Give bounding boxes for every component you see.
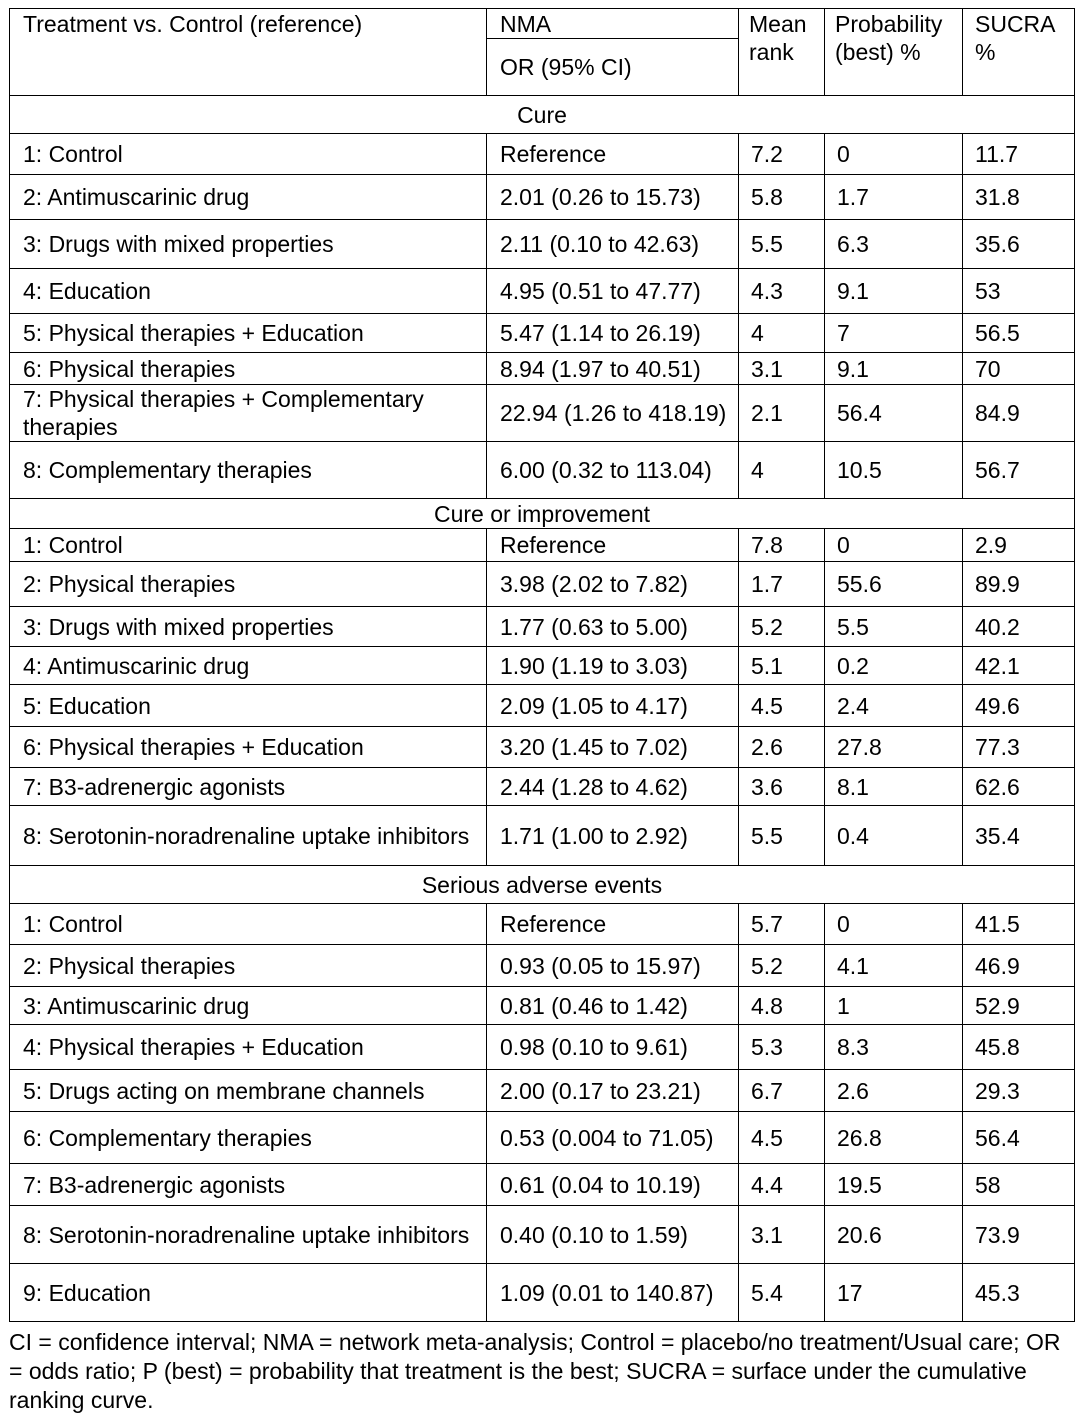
table-row xyxy=(10,806,1075,866)
sucra-cell: 56.5 xyxy=(963,314,1075,353)
or-ci-cell: 2.09 (1.05 to 4.17) xyxy=(487,685,739,727)
sucra-cell: 35.6 xyxy=(963,220,1075,269)
header-probability-best: Probability (best) % xyxy=(825,9,963,96)
table-row xyxy=(10,1264,1075,1322)
or-ci-cell: 1.09 (0.01 to 140.87) xyxy=(487,1264,739,1322)
table-row xyxy=(10,768,1075,806)
treatment-cell: 2: Physical therapies xyxy=(10,945,487,987)
sucra-cell: 56.4 xyxy=(963,1112,1075,1164)
probability-best-cell: 2.6 xyxy=(825,1070,963,1112)
sucra-cell: 40.2 xyxy=(963,607,1075,647)
treatment-cell: 7: B3-adrenergic agonists xyxy=(10,1164,487,1206)
treatment-cell: 4: Education xyxy=(10,269,487,314)
sucra-cell: 52.9 xyxy=(963,987,1075,1025)
mean-rank-cell: 5.1 xyxy=(739,647,825,685)
treatment-cell: 1: Control xyxy=(10,529,487,562)
probability-best-cell: 4.1 xyxy=(825,945,963,987)
probability-best-cell: 55.6 xyxy=(825,562,963,607)
table-row xyxy=(10,987,1075,1025)
probability-best-cell: 6.3 xyxy=(825,220,963,269)
sucra-cell: 53 xyxy=(963,269,1075,314)
header-sucra: SUCRA % xyxy=(963,9,1075,96)
table-row xyxy=(10,385,1075,442)
or-ci-cell: 8.94 (1.97 to 40.51) xyxy=(487,353,739,385)
mean-rank-cell: 5.3 xyxy=(739,1025,825,1070)
mean-rank-cell: 4.5 xyxy=(739,1112,825,1164)
mean-rank-cell: 4 xyxy=(739,442,825,499)
sucra-cell: 45.3 xyxy=(963,1264,1075,1322)
treatment-cell: 7: B3-adrenergic agonists xyxy=(10,768,487,806)
or-ci-cell: 2.01 (0.26 to 15.73) xyxy=(487,175,739,220)
probability-best-cell: 0.2 xyxy=(825,647,963,685)
or-ci-cell: 0.53 (0.004 to 71.05) xyxy=(487,1112,739,1164)
mean-rank-cell: 5.5 xyxy=(739,220,825,269)
table-row xyxy=(10,314,1075,353)
table-row xyxy=(10,562,1075,607)
table-row xyxy=(10,647,1075,685)
mean-rank-cell: 5.8 xyxy=(739,175,825,220)
table-row xyxy=(10,904,1075,945)
sucra-cell: 2.9 xyxy=(963,529,1075,562)
probability-best-cell: 8.1 xyxy=(825,768,963,806)
table-row xyxy=(10,727,1075,768)
treatment-cell: 9: Education xyxy=(10,1264,487,1322)
section-row xyxy=(10,96,1075,134)
treatment-cell: 1: Control xyxy=(10,904,487,945)
table-row xyxy=(10,1112,1075,1164)
probability-best-cell: 0 xyxy=(825,134,963,175)
treatment-cell: 6: Physical therapies + Education xyxy=(10,727,487,768)
mean-rank-cell: 7.8 xyxy=(739,529,825,562)
or-ci-cell: 2.44 (1.28 to 4.62) xyxy=(487,768,739,806)
or-ci-cell: 2.11 (0.10 to 42.63) xyxy=(487,220,739,269)
or-ci-cell: 2.00 (0.17 to 23.21) xyxy=(487,1070,739,1112)
or-ci-cell: 0.98 (0.10 to 9.61) xyxy=(487,1025,739,1070)
sucra-cell: 45.8 xyxy=(963,1025,1075,1070)
sucra-cell: 70 xyxy=(963,353,1075,385)
treatment-cell: 1: Control xyxy=(10,134,487,175)
table-row xyxy=(10,220,1075,269)
or-ci-cell: 3.98 (2.02 to 7.82) xyxy=(487,562,739,607)
or-ci-cell: 1.71 (1.00 to 2.92) xyxy=(487,806,739,866)
treatment-cell: 8: Serotonin-noradrenaline uptake inhibitors xyxy=(10,806,487,866)
or-ci-cell: 0.61 (0.04 to 10.19) xyxy=(487,1164,739,1206)
table-row xyxy=(10,607,1075,647)
or-ci-cell: 1.90 (1.19 to 3.03) xyxy=(487,647,739,685)
sucra-cell: 35.4 xyxy=(963,806,1075,866)
probability-best-cell: 0.4 xyxy=(825,806,963,866)
table-row xyxy=(10,175,1075,220)
section-title: Cure or improvement xyxy=(10,499,1075,529)
treatment-cell: 8: Complementary therapies xyxy=(10,442,487,499)
mean-rank-cell: 5.2 xyxy=(739,945,825,987)
treatment-cell: 4: Physical therapies + Education xyxy=(10,1025,487,1070)
sucra-cell: 58 xyxy=(963,1164,1075,1206)
probability-best-cell: 7 xyxy=(825,314,963,353)
sucra-cell: 56.7 xyxy=(963,442,1075,499)
mean-rank-cell: 3.1 xyxy=(739,1206,825,1264)
table-row xyxy=(10,529,1075,562)
mean-rank-cell: 4.4 xyxy=(739,1164,825,1206)
header-nma: NMA xyxy=(487,9,739,39)
header-treatment: Treatment vs. Control (reference) xyxy=(10,9,487,96)
mean-rank-cell: 2.6 xyxy=(739,727,825,768)
table-row xyxy=(10,1206,1075,1264)
probability-best-cell: 1.7 xyxy=(825,175,963,220)
mean-rank-cell: 4.5 xyxy=(739,685,825,727)
probability-best-cell: 17 xyxy=(825,1264,963,1322)
mean-rank-cell: 4.3 xyxy=(739,269,825,314)
or-ci-cell: 5.47 (1.14 to 26.19) xyxy=(487,314,739,353)
treatment-cell: 7: Physical therapies + Complementary therapies xyxy=(10,385,487,442)
probability-best-cell: 9.1 xyxy=(825,353,963,385)
treatment-cell: 2: Antimuscarinic drug xyxy=(10,175,487,220)
or-ci-cell: Reference xyxy=(487,134,739,175)
mean-rank-cell: 6.7 xyxy=(739,1070,825,1112)
or-ci-cell: 4.95 (0.51 to 47.77) xyxy=(487,269,739,314)
or-ci-cell: 22.94 (1.26 to 418.19) xyxy=(487,385,739,442)
probability-best-cell: 19.5 xyxy=(825,1164,963,1206)
treatment-cell: 3: Antimuscarinic drug xyxy=(10,987,487,1025)
or-ci-cell: Reference xyxy=(487,529,739,562)
results-table xyxy=(9,8,1075,1322)
probability-best-cell: 20.6 xyxy=(825,1206,963,1264)
probability-best-cell: 10.5 xyxy=(825,442,963,499)
probability-best-cell: 27.8 xyxy=(825,727,963,768)
treatment-cell: 6: Physical therapies xyxy=(10,353,487,385)
header-mean-rank: Mean rank xyxy=(739,9,825,96)
footnote: CI = confidence interval; NMA = network meta-analysis; Control = placebo/no treatment/Usual care; OR = odds ratio; P (best) = probability that treatment is the best; SUCRA = surface under the cumulative ranking curve. xyxy=(9,1329,1061,1413)
probability-best-cell: 9.1 xyxy=(825,269,963,314)
mean-rank-cell: 4.8 xyxy=(739,987,825,1025)
or-ci-cell: 0.40 (0.10 to 1.59) xyxy=(487,1206,739,1264)
sucra-cell: 29.3 xyxy=(963,1070,1075,1112)
probability-best-cell: 1 xyxy=(825,987,963,1025)
mean-rank-cell: 5.5 xyxy=(739,806,825,866)
sucra-cell: 84.9 xyxy=(963,385,1075,442)
treatment-cell: 6: Complementary therapies xyxy=(10,1112,487,1164)
probability-best-cell: 0 xyxy=(825,529,963,562)
or-ci-cell: 6.00 (0.32 to 113.04) xyxy=(487,442,739,499)
sucra-cell: 46.9 xyxy=(963,945,1075,987)
or-ci-cell: Reference xyxy=(487,904,739,945)
or-ci-cell: 1.77 (0.63 to 5.00) xyxy=(487,607,739,647)
sucra-cell: 73.9 xyxy=(963,1206,1075,1264)
table-row xyxy=(10,134,1075,175)
or-ci-cell: 0.93 (0.05 to 15.97) xyxy=(487,945,739,987)
table-row xyxy=(10,945,1075,987)
probability-best-cell: 56.4 xyxy=(825,385,963,442)
mean-rank-cell: 5.4 xyxy=(739,1264,825,1322)
mean-rank-cell: 5.2 xyxy=(739,607,825,647)
table-row xyxy=(10,269,1075,314)
probability-best-cell: 8.3 xyxy=(825,1025,963,1070)
section-row xyxy=(10,499,1075,529)
treatment-cell: 5: Physical therapies + Education xyxy=(10,314,487,353)
mean-rank-cell: 7.2 xyxy=(739,134,825,175)
table-row xyxy=(10,1070,1075,1112)
table-row xyxy=(10,442,1075,499)
treatment-cell: 8: Serotonin-noradrenaline uptake inhibitors xyxy=(10,1206,487,1264)
treatment-cell: 3: Drugs with mixed properties xyxy=(10,607,487,647)
probability-best-cell: 26.8 xyxy=(825,1112,963,1164)
section-title: Cure xyxy=(10,96,1075,134)
or-ci-cell: 0.81 (0.46 to 1.42) xyxy=(487,987,739,1025)
section-row xyxy=(10,866,1075,904)
probability-best-cell: 0 xyxy=(825,904,963,945)
or-ci-cell: 3.20 (1.45 to 7.02) xyxy=(487,727,739,768)
header-row xyxy=(10,9,1075,39)
treatment-cell: 3: Drugs with mixed properties xyxy=(10,220,487,269)
mean-rank-cell: 1.7 xyxy=(739,562,825,607)
mean-rank-cell: 5.7 xyxy=(739,904,825,945)
section-title: Serious adverse events xyxy=(10,866,1075,904)
table-row xyxy=(10,353,1075,385)
mean-rank-cell: 4 xyxy=(739,314,825,353)
treatment-cell: 2: Physical therapies xyxy=(10,562,487,607)
treatment-cell: 5: Drugs acting on membrane channels xyxy=(10,1070,487,1112)
table-row xyxy=(10,1025,1075,1070)
sucra-cell: 31.8 xyxy=(963,175,1075,220)
sucra-cell: 62.6 xyxy=(963,768,1075,806)
sucra-cell: 89.9 xyxy=(963,562,1075,607)
sucra-cell: 41.5 xyxy=(963,904,1075,945)
table-row xyxy=(10,1164,1075,1206)
sucra-cell: 42.1 xyxy=(963,647,1075,685)
probability-best-cell: 5.5 xyxy=(825,607,963,647)
mean-rank-cell: 2.1 xyxy=(739,385,825,442)
sucra-cell: 49.6 xyxy=(963,685,1075,727)
treatment-cell: 5: Education xyxy=(10,685,487,727)
probability-best-cell: 2.4 xyxy=(825,685,963,727)
table-row xyxy=(10,685,1075,727)
sucra-cell: 77.3 xyxy=(963,727,1075,768)
treatment-cell: 4: Antimuscarinic drug xyxy=(10,647,487,685)
header-or-ci: OR (95% CI) xyxy=(487,39,739,96)
mean-rank-cell: 3.1 xyxy=(739,353,825,385)
mean-rank-cell: 3.6 xyxy=(739,768,825,806)
sucra-cell: 11.7 xyxy=(963,134,1075,175)
